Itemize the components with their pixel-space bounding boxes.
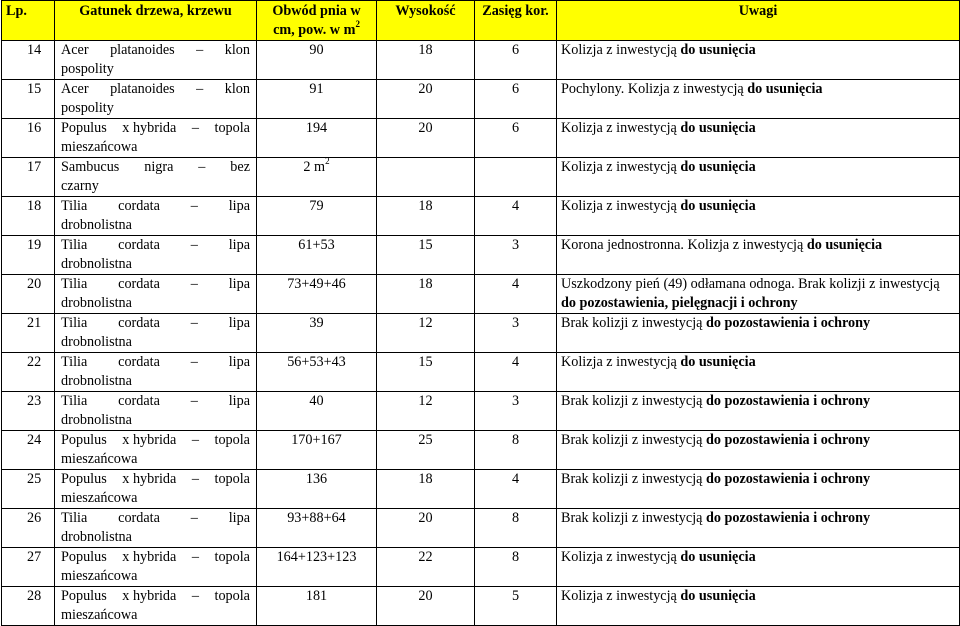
species-line2: drobnolistna <box>61 334 132 350</box>
species-word: cordata <box>118 510 160 526</box>
note-decision: do usunięcia <box>680 549 756 565</box>
tree-inventory-table <box>1 0 960 626</box>
row-notes <box>557 197 960 236</box>
species-line1 <box>61 41 250 60</box>
row-lp: 15 <box>2 80 55 119</box>
species-word: Populus <box>61 549 107 565</box>
row-crown: 4 <box>475 353 557 392</box>
note-text: Kolizja z inwestycją <box>561 42 681 58</box>
species-word: Tilia <box>61 510 88 526</box>
table-row <box>2 548 960 587</box>
row-lp: 23 <box>2 392 55 431</box>
row-crown: 6 <box>475 119 557 158</box>
row-height <box>377 158 475 197</box>
row-lp: 27 <box>2 548 55 587</box>
species-word: topola <box>214 588 250 604</box>
circumference-value: 90 <box>309 42 324 58</box>
species-line1 <box>61 353 250 372</box>
note-text: Kolizja z inwestycją <box>561 120 681 136</box>
row-species <box>55 119 257 158</box>
row-height: 18 <box>377 470 475 509</box>
table-row <box>2 509 960 548</box>
note-text: Kolizja z inwestycją <box>561 198 681 214</box>
species-word: Populus <box>61 588 107 604</box>
species-line1 <box>61 80 250 99</box>
row-notes <box>557 80 960 119</box>
species-word: – <box>196 42 204 58</box>
header-circumference-line2: cm, pow. w m <box>273 22 356 38</box>
note-text: Brak kolizji z inwestycją <box>561 510 706 526</box>
species-line2: mieszańcowa <box>61 490 138 506</box>
species-word: x hybrida <box>122 588 177 604</box>
row-crown: 6 <box>475 41 557 80</box>
row-lp: 20 <box>2 275 55 314</box>
species-word: – <box>190 237 198 253</box>
species-word: Tilia <box>61 198 88 214</box>
row-notes <box>557 314 960 353</box>
circumference-value: 61+53 <box>298 237 335 253</box>
row-height: 15 <box>377 353 475 392</box>
row-crown: 4 <box>475 197 557 236</box>
note-text: Kolizja z inwestycją <box>561 159 681 175</box>
species-word: platanoides <box>110 42 175 58</box>
row-species <box>55 431 257 470</box>
table-row <box>2 236 960 275</box>
row-height: 25 <box>377 431 475 470</box>
header-height: Wysokość <box>377 1 475 41</box>
row-species <box>55 80 257 119</box>
note-decision: do pozostawienia i ochrony <box>706 510 871 526</box>
species-word: cordata <box>118 198 160 214</box>
row-notes <box>557 158 960 197</box>
table-row <box>2 80 960 119</box>
table-body <box>2 41 960 626</box>
header-notes: Uwagi <box>557 1 960 41</box>
species-word: topola <box>214 120 250 136</box>
species-line2: drobnolistna <box>61 529 132 545</box>
note-text: Uszkodzony pień (49) odłamana odnoga. Brak kolizji z inwestycją <box>561 276 940 292</box>
row-circumference <box>257 314 377 353</box>
species-word: Tilia <box>61 354 88 370</box>
note-text: Brak kolizji z inwestycją <box>561 315 706 331</box>
species-word: Tilia <box>61 237 88 253</box>
row-species <box>55 509 257 548</box>
row-circumference <box>257 80 377 119</box>
row-species <box>55 158 257 197</box>
note-text: Kolizja z inwestycją <box>561 354 681 370</box>
row-height: 12 <box>377 392 475 431</box>
species-line1 <box>61 470 250 489</box>
species-line1 <box>61 236 250 255</box>
row-circumference <box>257 431 377 470</box>
row-circumference <box>257 236 377 275</box>
row-lp: 24 <box>2 431 55 470</box>
note-decision: do usunięcia <box>680 354 756 370</box>
row-notes <box>557 119 960 158</box>
row-notes <box>557 275 960 314</box>
species-word: lipa <box>228 276 250 292</box>
row-lp: 22 <box>2 353 55 392</box>
circumference-value: 170+167 <box>291 432 342 448</box>
species-line2: mieszańcowa <box>61 607 138 623</box>
species-word: Tilia <box>61 276 88 292</box>
note-text: Pochylony. Kolizja z inwestycją <box>561 81 748 97</box>
species-word: x hybrida <box>122 120 177 136</box>
species-line2: pospolity <box>61 61 114 77</box>
species-line2: pospolity <box>61 100 114 116</box>
header-circumference-line1: Obwód pnia w <box>272 3 361 19</box>
circumference-value: 2 m <box>303 159 326 175</box>
species-word: cordata <box>118 315 160 331</box>
row-circumference <box>257 548 377 587</box>
row-notes <box>557 470 960 509</box>
header-crown: Zasięg kor. <box>475 1 557 41</box>
row-notes <box>557 353 960 392</box>
row-crown: 6 <box>475 80 557 119</box>
species-line2: drobnolistna <box>61 295 132 311</box>
note-text: Korona jednostronna. Kolizja z inwestycją <box>561 237 807 253</box>
note-text: Brak kolizji z inwestycją <box>561 432 706 448</box>
circumference-value: 39 <box>309 315 324 331</box>
table-row <box>2 197 960 236</box>
row-height: 20 <box>377 80 475 119</box>
row-height: 20 <box>377 119 475 158</box>
row-species <box>55 587 257 626</box>
circumference-value: 164+123+123 <box>276 549 357 565</box>
note-decision: do usunięcia <box>680 198 756 214</box>
row-circumference <box>257 353 377 392</box>
row-lp: 19 <box>2 236 55 275</box>
species-word: platanoides <box>110 81 175 97</box>
note-decision: do pozostawienia i ochrony <box>706 471 871 487</box>
row-crown: 8 <box>475 548 557 587</box>
header-species: Gatunek drzewa, krzewu <box>55 1 257 41</box>
row-circumference <box>257 470 377 509</box>
row-species <box>55 353 257 392</box>
row-species <box>55 236 257 275</box>
row-notes <box>557 41 960 80</box>
row-lp: 17 <box>2 158 55 197</box>
row-circumference <box>257 587 377 626</box>
circumference-value: 91 <box>309 81 324 97</box>
note-decision: do pozostawienia i ochrony <box>706 315 871 331</box>
row-height: 22 <box>377 548 475 587</box>
circumference-value: 136 <box>305 471 328 487</box>
circumference-value: 40 <box>309 393 324 409</box>
table-row <box>2 587 960 626</box>
circumference-sup: 2 <box>325 156 330 167</box>
species-word: lipa <box>228 198 250 214</box>
row-circumference <box>257 158 377 197</box>
row-lp: 14 <box>2 41 55 80</box>
row-notes <box>557 587 960 626</box>
species-word: lipa <box>228 393 250 409</box>
species-line1 <box>61 548 250 567</box>
species-word: klon <box>224 81 250 97</box>
row-height: 18 <box>377 41 475 80</box>
species-word: – <box>191 120 199 136</box>
row-circumference <box>257 275 377 314</box>
species-word: bez <box>230 159 250 175</box>
table-row <box>2 41 960 80</box>
species-word: – <box>191 588 199 604</box>
note-decision: do usunięcia <box>680 42 756 58</box>
note-text: Brak kolizji z inwestycją <box>561 471 706 487</box>
row-crown: 3 <box>475 314 557 353</box>
species-word: Populus <box>61 432 107 448</box>
row-lp: 18 <box>2 197 55 236</box>
row-height: 18 <box>377 197 475 236</box>
species-line1 <box>61 392 250 411</box>
species-word: – <box>190 315 198 331</box>
species-word: x hybrida <box>122 549 177 565</box>
note-decision: do usunięcia <box>680 588 756 604</box>
species-word: – <box>191 432 199 448</box>
row-notes <box>557 431 960 470</box>
species-line1 <box>61 587 250 606</box>
species-word: x hybrida <box>122 432 177 448</box>
species-word: – <box>191 471 199 487</box>
species-line1 <box>61 158 250 177</box>
row-circumference <box>257 41 377 80</box>
species-word: topola <box>214 549 250 565</box>
note-decision: do usunięcia <box>680 120 756 136</box>
table-row <box>2 470 960 509</box>
species-word: lipa <box>228 315 250 331</box>
species-word: Populus <box>61 471 107 487</box>
species-word: – <box>190 354 198 370</box>
row-species <box>55 275 257 314</box>
species-word: cordata <box>118 393 160 409</box>
species-line2: drobnolistna <box>61 373 132 389</box>
note-text: Kolizja z inwestycją <box>561 588 681 604</box>
row-lp: 25 <box>2 470 55 509</box>
species-word: topola <box>214 471 250 487</box>
header-circumference-sup: 2 <box>355 19 360 30</box>
row-crown: 3 <box>475 392 557 431</box>
species-word: lipa <box>228 510 250 526</box>
row-species <box>55 548 257 587</box>
species-word: Acer <box>61 42 89 58</box>
species-line2: mieszańcowa <box>61 451 138 467</box>
species-line2: drobnolistna <box>61 256 132 272</box>
note-decision: do usunięcia <box>747 81 823 97</box>
species-word: cordata <box>118 237 160 253</box>
species-line1 <box>61 275 250 294</box>
table-row <box>2 392 960 431</box>
species-line1 <box>61 431 250 450</box>
species-word: – <box>190 276 198 292</box>
species-word: – <box>190 198 198 214</box>
row-crown <box>475 158 557 197</box>
row-crown: 8 <box>475 431 557 470</box>
note-text: Kolizja z inwestycją <box>561 549 681 565</box>
note-decision: do usunięcia <box>680 159 756 175</box>
species-word: lipa <box>228 354 250 370</box>
table-row <box>2 275 960 314</box>
row-notes <box>557 392 960 431</box>
species-word: Acer <box>61 81 89 97</box>
species-word: Populus <box>61 120 107 136</box>
species-line1 <box>61 197 250 216</box>
species-line2: drobnolistna <box>61 412 132 428</box>
species-word: lipa <box>228 237 250 253</box>
circumference-value: 56+53+43 <box>287 354 346 370</box>
row-species <box>55 392 257 431</box>
species-word: cordata <box>118 276 160 292</box>
table-row <box>2 431 960 470</box>
row-notes <box>557 509 960 548</box>
species-line2: mieszańcowa <box>61 568 138 584</box>
species-word: x hybrida <box>122 471 177 487</box>
species-word: – <box>190 510 198 526</box>
species-word: klon <box>224 42 250 58</box>
row-circumference <box>257 392 377 431</box>
species-line1 <box>61 314 250 333</box>
row-height: 15 <box>377 236 475 275</box>
table-row <box>2 119 960 158</box>
species-line1 <box>61 119 250 138</box>
note-decision: do pozostawienia i ochrony <box>706 432 871 448</box>
row-circumference <box>257 197 377 236</box>
species-word: – <box>198 159 206 175</box>
table-row <box>2 314 960 353</box>
row-crown: 4 <box>475 275 557 314</box>
species-word: – <box>191 549 199 565</box>
row-crown: 8 <box>475 509 557 548</box>
species-line2: czarny <box>61 178 99 194</box>
species-line2: drobnolistna <box>61 217 132 233</box>
note-text: Brak kolizji z inwestycją <box>561 393 706 409</box>
species-word: Tilia <box>61 315 88 331</box>
circumference-value: 194 <box>305 120 328 136</box>
species-word: topola <box>214 432 250 448</box>
row-crown: 5 <box>475 587 557 626</box>
species-word: – <box>196 81 204 97</box>
row-species <box>55 314 257 353</box>
row-height: 20 <box>377 509 475 548</box>
row-species <box>55 197 257 236</box>
species-word: Tilia <box>61 393 88 409</box>
row-lp: 16 <box>2 119 55 158</box>
row-height: 12 <box>377 314 475 353</box>
circumference-value: 181 <box>305 588 328 604</box>
row-crown: 4 <box>475 470 557 509</box>
table-row <box>2 353 960 392</box>
row-species <box>55 470 257 509</box>
row-circumference <box>257 509 377 548</box>
note-decision: do usunięcia <box>806 237 883 253</box>
row-notes <box>557 236 960 275</box>
row-circumference <box>257 119 377 158</box>
row-height: 20 <box>377 587 475 626</box>
note-decision: do pozostawienia i ochrony <box>706 393 871 409</box>
row-species <box>55 41 257 80</box>
table-header-row <box>2 1 960 41</box>
circumference-value: 73+49+46 <box>287 276 346 292</box>
table-row <box>2 158 960 197</box>
species-word: nigra <box>144 159 174 175</box>
species-line2: mieszańcowa <box>61 139 138 155</box>
row-crown: 3 <box>475 236 557 275</box>
row-lp: 28 <box>2 587 55 626</box>
species-word: – <box>190 393 198 409</box>
row-lp: 21 <box>2 314 55 353</box>
row-lp: 26 <box>2 509 55 548</box>
note-decision: do pozostawienia, pielęgnacji i ochrony <box>561 295 798 311</box>
header-circumference <box>257 1 377 41</box>
header-lp: Lp. <box>2 1 55 41</box>
species-line1 <box>61 509 250 528</box>
row-notes <box>557 548 960 587</box>
circumference-value: 79 <box>309 198 324 214</box>
species-word: cordata <box>118 354 160 370</box>
circumference-value: 93+88+64 <box>287 510 346 526</box>
row-height: 18 <box>377 275 475 314</box>
species-word: Sambucus <box>61 159 120 175</box>
